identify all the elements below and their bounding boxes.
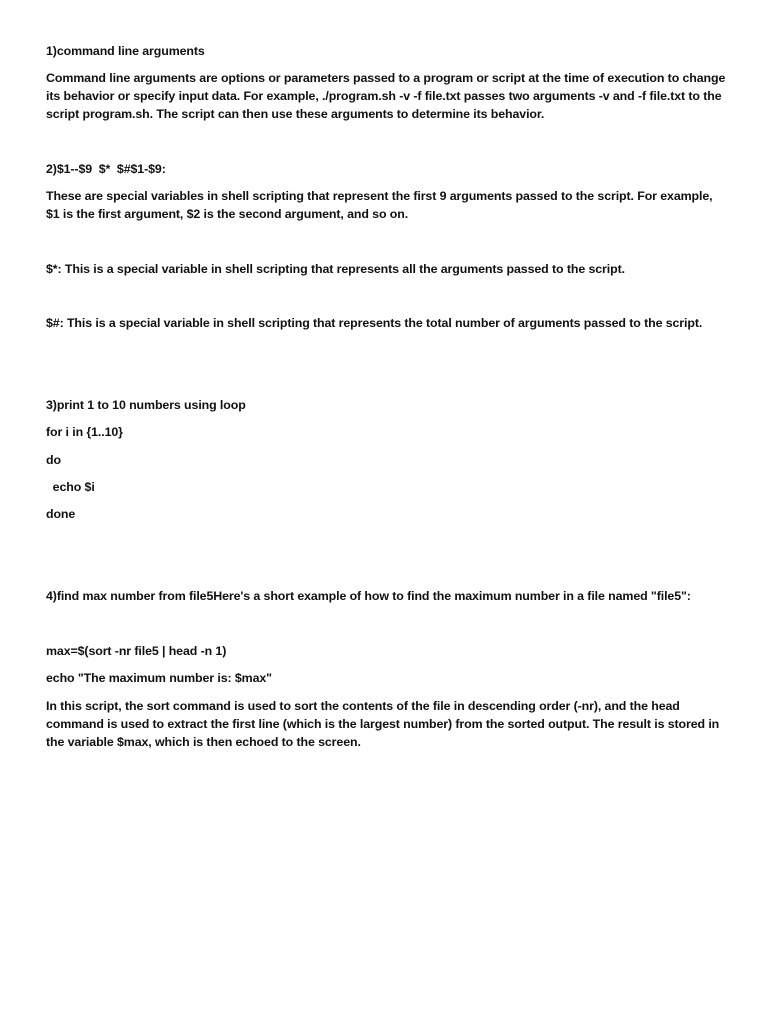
section-2-star-variable: $*: This is a special variable in shell scripting that represents all the arguments passed to the script. [46,262,625,276]
section-3-code-line: echo $i [46,480,95,494]
document-page [46,0,736,1024]
section-4-code-line: max=$(sort -nr file5 | head -n 1) [46,644,227,658]
section-2-heading: 2)$1--$9 $* $#$1-$9: [46,162,166,176]
section-3-code-line: do [46,453,61,467]
section-3-heading: 3)print 1 to 10 numbers using loop [46,398,246,412]
section-4-heading: 4)find max number from file5Here's a short example of how to find the maximum number in a file named "file5": [46,589,691,603]
section-1-heading: 1)command line arguments [46,44,205,58]
section-2-body: These are special variables in shell scripting that represent the first 9 arguments passed to the script. For example, $1 is the first argument, $2 is the second argument, and so on. [46,189,713,221]
section-4-code-line: echo "The maximum number is: $max" [46,671,272,685]
section-3-code-line: done [46,507,76,521]
section-3-code-line: for i in {1..10} [46,425,123,439]
section-1-body: Command line arguments are options or parameters passed to a program or script at the time of execution to change its behavior or specify input data. For example, ./program.sh -v -f file.txt passes two arguments -v and -f file.txt to the script program.sh. The script can then use these arguments to determine its behavior. [46,71,726,121]
section-4-body: In this script, the sort command is used to sort the contents of the file in descending order (-nr), and the head command is used to extract the first line (which is the largest number) from the sorted output. The result is stored in the variable $max, which is then echoed to the screen. [46,699,720,749]
section-2-hash-variable: $#: This is a special variable in shell scripting that represents the total number of arguments passed to the script. [46,316,703,330]
